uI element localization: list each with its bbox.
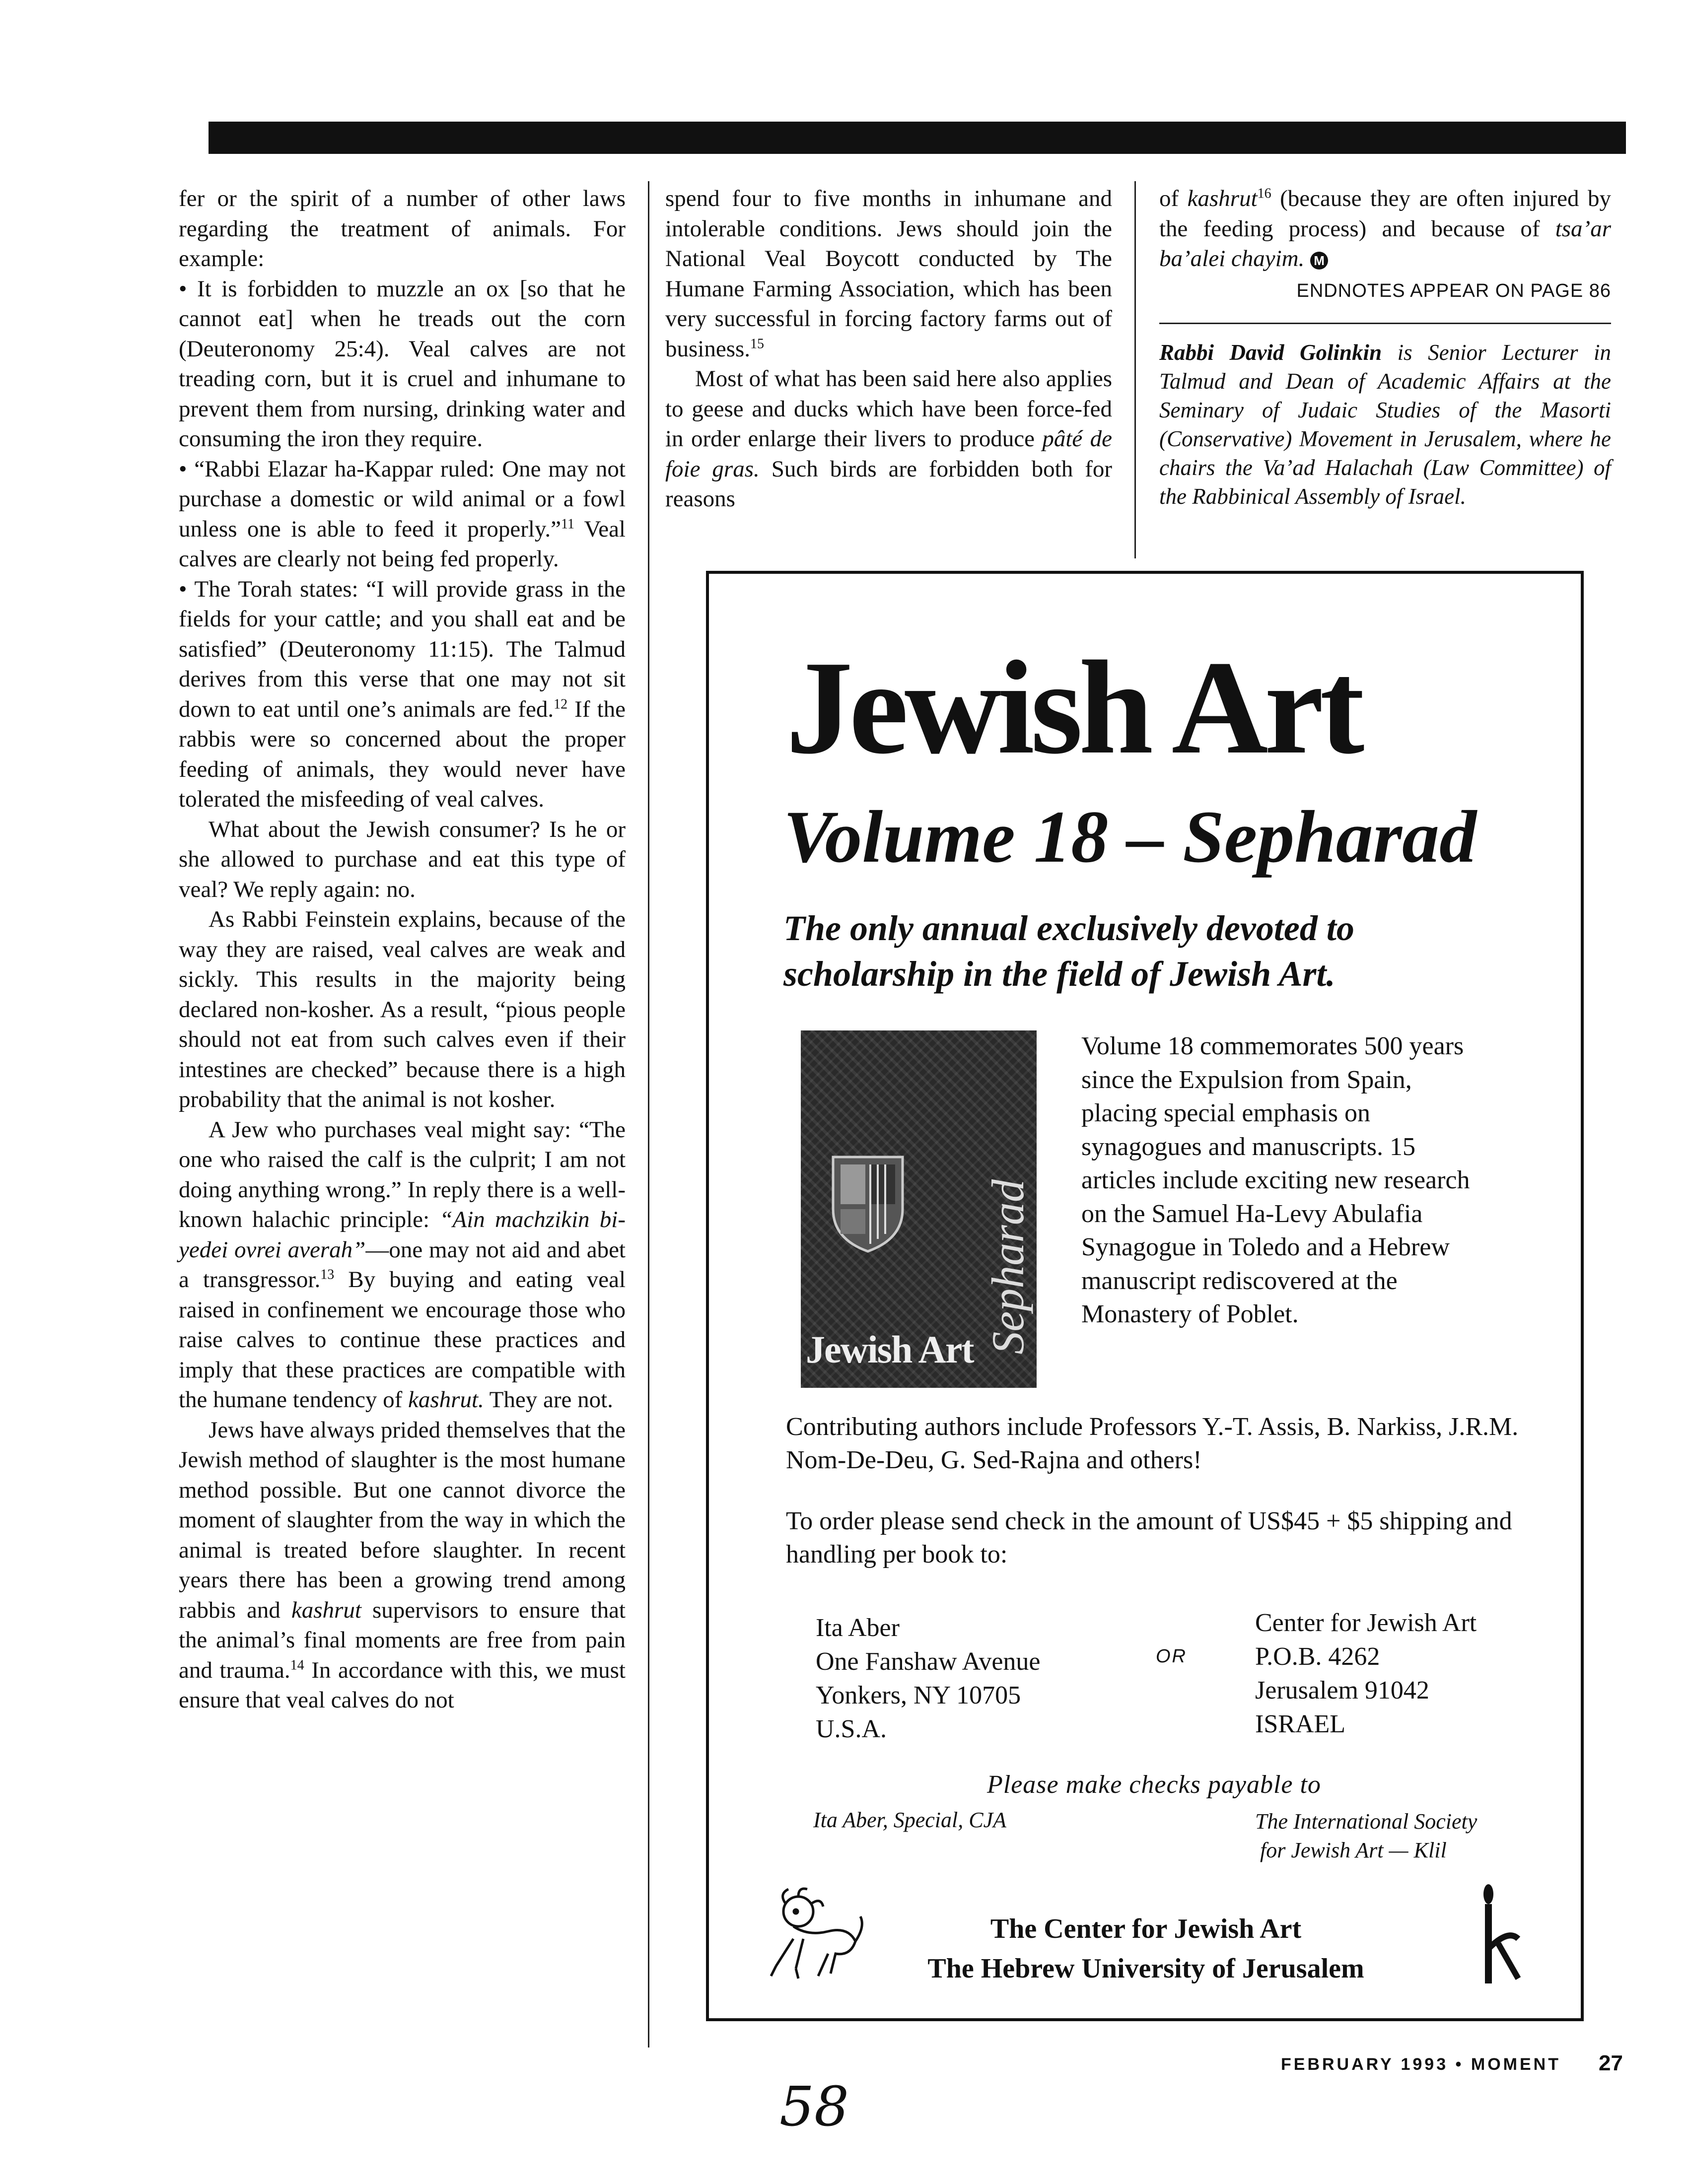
bio-divider	[1159, 323, 1611, 324]
endnotes-note: ENDNOTES APPEAR ON PAGE 86	[1296, 280, 1611, 301]
paragraph: As Rabbi Feinstein explains, because of the way they are raised, veal calves are weak and sickly. This results in the majority being declared non-kosher. As a result, “pious people should not eat from such calves even if their intestines are checked” because there is a high probability that the animal is not kosher.	[179, 906, 626, 1112]
ad-contributors: Contributing authors include Professors Y.-T. Assis, B. Narkiss, J.R.M. Nom-De-Deu, G. Sed-Rajna and others!	[786, 1413, 1519, 1474]
bullet-muzzle: • It is forbidden to muzzle an ox [so that he cannot eat] when he treads out the corn (Deuteronomy 25:4). Veal calves are not treading corn, but it is cruel and inhumane to prevent them from nursing, drinking water and consuming the iron they require.	[179, 275, 626, 452]
column-divider	[1134, 181, 1136, 558]
ad-tagline: The only annual exclusively devoted to scholarship in the field of Jewish Art.	[783, 908, 1354, 994]
bullet-torah: • The Torah states: “I will provide grass in the fields for your cattle; and you shall eat and be satisfied” (Deuteronomy 11:15). The Talmud derives from this verse that one may not sit down to eat until one’s animals are fed.$^{12}$ If the rabbis were so concerned about the proper feeding of animals, they would never have tolerated the misfeeding of veal calves.	[179, 576, 626, 812]
column-divider	[648, 181, 649, 2048]
bullet-elazar: • “Rabbi Elazar ha-Kappar ruled: One may not purchase a domestic or wild animal or a fowl unless one is able to feed it properly.”$^{11}$ Veal calves are clearly not being fed properly.	[179, 456, 626, 572]
book-cover-image	[801, 1030, 1037, 1388]
page-number: 27	[1599, 2051, 1623, 2075]
address-ita-aber: Ita Aber One Fanshaw Avenue Yonkers, NY 10705 U.S.A.	[816, 1614, 1041, 1743]
handwritten-number: 58	[779, 2075, 849, 2138]
paragraph: Jews have always prided themselves that the Jewish method of slaughter is the most humane method possible. But one cannot divorce the moment of slaughter from the way in which the animal is treated before slaughter. In recent years there has been a growing trend among rabbis and kashrut supervisors to ensure that the animal’s final moments are free from pain and trauma.$^{14}$ In accordance with this, we must ensure that veal calves do not	[179, 1417, 626, 1713]
cover-title: Jewish Art	[806, 1328, 974, 1371]
article-column-1	[179, 184, 626, 1715]
header-rule-bar	[209, 122, 1626, 154]
ad-institution: The Center for Jewish Art The Hebrew University of Jerusalem	[927, 1913, 1364, 1984]
payable-label: Please make checks payable to	[987, 1771, 1321, 1799]
ad-title: Jewish Art	[786, 633, 1361, 782]
article-column-2	[665, 184, 1112, 514]
address-center: Center for Jewish Art P.O.B. 4262 Jerusalem 91042 ISRAEL	[1255, 1609, 1477, 1738]
paragraph: of kashrut$^{16}$ (because they are often injured by the feeding process) and because of tsa’ar ba’alei chayim. M	[1159, 186, 1611, 272]
ad-description: Volume 18 commemorates 500 years since the Expulsion from Spain, placing special emphasis on synagogues and manuscripts. 15 articles include exciting new research on the Samuel Ha-Levy Abulafia Synagogue in Toledo and a Hebrew manuscript rediscovered at the Monastery of Poblet.	[1081, 1032, 1470, 1328]
ad-volume: Volume 18 – Sepharad	[783, 796, 1477, 878]
or-label: OR	[1156, 1646, 1187, 1667]
coat-of-arms-icon	[831, 1155, 905, 1254]
paragraph: Most of what has been said here also applies to geese and ducks which have been force-fed in order enlarge their livers to produce pâté de foie gras. Such birds are forbidden both for reasons	[665, 366, 1112, 512]
jewish-art-advertisement	[706, 571, 1584, 2021]
moment-logo-icon: M	[1310, 252, 1328, 270]
article-column-3	[1159, 184, 1611, 511]
paragraph: fer or the spirit of a number of other laws regarding the treatment of animals. For example:	[179, 186, 626, 272]
author-bio: Rabbi David Golinkin is Senior Lecturer in Talmud and Dean of Academic Affairs at the Seminary of Judaic Studies of the Masorti (Conservative) Movement in Jerusalem, where he chairs the Va’ad Halachah (Law Committee) of the Rabbinical Assembly of Israel.	[1159, 340, 1611, 509]
lion-emblem-icon	[759, 1884, 868, 1993]
paragraph: spend four to five months in inhumane and intolerable conditions. Jews should join the National Veal Boycott conducted by The Humane Farming Association, which has been very successful in forcing factory farms out of business.$^{15}$	[665, 186, 1112, 362]
payee-2: The International Society for Jewish Art — Klil	[1255, 1809, 1477, 1862]
paragraph: A Jew who purchases veal might say: “The one who raised the calf is the culprit; I am not doing anything wrong.” In reply there is a well-known halachic principle: “Ain machzikin bi-yedei ovrei averah”—one may not aid and abet a transgressor.$^{13}$ By buying and eating veal raised in confinement we encourage those who raise calves to continue these practices and imply that these practices are compatible with the humane tendency of kashrut. They are not.	[179, 1116, 626, 1413]
paragraph: What about the Jewish consumer? Is he or she allowed to purchase and eat this type of veal? We reply again: no.	[179, 816, 626, 902]
payee-1: Ita Aber, Special, CJA	[813, 1808, 1006, 1832]
ad-order-text: To order please send check in the amount of US$45 + $5 shipping and handling per book to:	[786, 1507, 1512, 1569]
cover-subtitle: Sepharad	[983, 1179, 1033, 1355]
issue-footer: FEBRUARY 1993 • MOMENT	[1281, 2055, 1561, 2074]
klil-logo-icon	[1469, 1884, 1523, 1988]
